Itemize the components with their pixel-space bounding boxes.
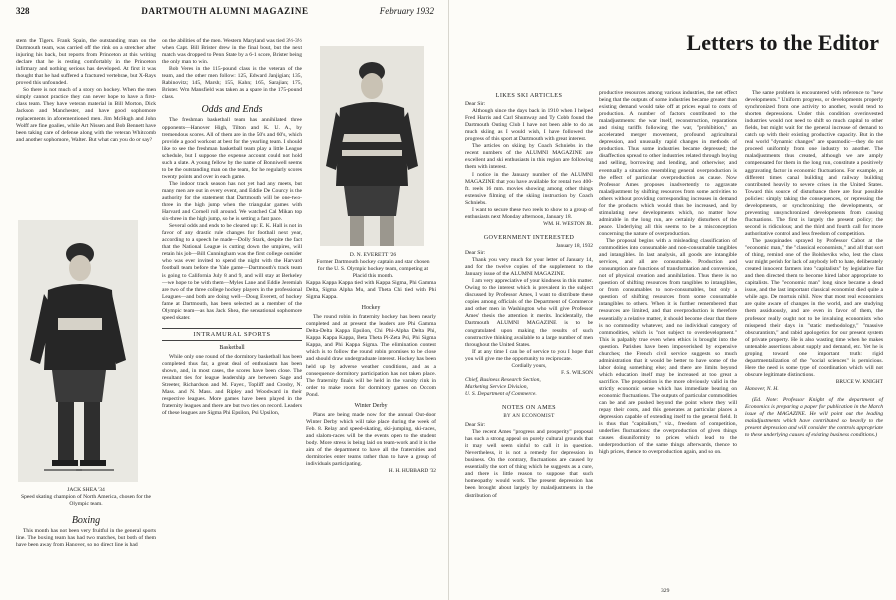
paragraph: on the abilities of the men. Western Maryland was tied 3½-3½ when Capt. Bill Brister drew in the final bout, but the next match was dropped to Penn State by a 6-1 score, Brister being the only man to win. xyxy=(162,38,302,66)
hockey-heading: Hockey xyxy=(361,305,381,312)
letters-column-2 xyxy=(599,90,737,584)
letters-column-3 xyxy=(745,90,883,596)
everett-caption xyxy=(316,252,430,280)
salutation: Dear Sir: xyxy=(465,101,486,108)
signer: BRUCE W. KNIGHT xyxy=(835,378,883,385)
signoff: H. H. HUBBARD '32 xyxy=(388,468,436,475)
caption-title: D. N. EVERETT '26 xyxy=(349,252,397,258)
paragraph: stem the Tigers. Frank Spain, the outstanding man on the Dartmouth team, was carried off the rink on a stretcher after injuring his back, but reports from Princeton at this writing declare that he is resting comfortably in the Princeton infirmary and nothing serious has developed. At first it was thought that he had suffered a fractured vertebrae, but X-Rays proved this unfounded. xyxy=(16,38,156,87)
right-page xyxy=(448,0,896,600)
paragraph: Several odds and ends to be cleared up: E. K. Hall is not in favor of any drastic rule changes for football next year, according to a speech he made—Dolly Stark, despite the fact that the National League is cutting down the umpires, will retain his job—Bill Cunningham was the first college outsider who was ever invited to spend the night with the Harvard football team before the Yale game—Dartmouth's track team is going to California July 8 and 9, and will stay at Berkeley—we hope to be with them—Myles Lane and Eddie Jeremiah are two of the three college hockey players in the professional Leagues—and both are doing well—Doug Everett, of hockey fame at Dartmouth, has been selected as a member of the Olympic team—as has Jack Shea, the sensational sophomore speed skater. xyxy=(162,223,302,321)
paragraph: Kappa Kappa Kappa tied with Kappa Sigma, Phi Gamma Delta, Sigma Alpha Mu, and Theta Chi tied with Phi Sigma Kappa. xyxy=(306,280,436,301)
signer-title-1: Chief, Business Research Section, xyxy=(465,376,541,383)
paragraph: The round robin in fraternity hockey has been nearly completed and at present the leaders are Phi Gamma Delta-Delta Kappa Epsilon, Chi Phi-Alpha Delta Phi, Kappa Kappa Kappa, Beta Theta Pi-Zeta Psi, Phi Sigma Kappa, and Phi Kappa Sigma. The elimination contest which is to follow the round robin promises to be close and should draw undergraduate interest. Hockey has been held up by adverse weather conditions, and as a consequence dormitory participation has not taken place. The fraternity finals will be held in the varsity rink in order to make room for dormitory games on Occom Pond. xyxy=(306,314,436,398)
paragraph: If at any time I can be of service to you I hope that you will give me the opportunity to reciprocate. xyxy=(465,348,593,362)
editors-note: (Ed. Note: Professor Knight of the department of Economics is preparing a paper for publication in the March issue of the MAGAZINE. He will point out the leading maladjustments which have contributed so heavily to the present depression and will consider the controls appropriate to these underlying causes of existing business conditions.) xyxy=(745,397,883,439)
paragraph: The freshman basketball team has annihilated three opponents—Hanover High, Tilton and K. U. A., by tremendous scores. All of them are in the 50's and 60's, which provide a good workout at best for the yearling team. I should like to see the freshman basketball team play a little League schedule, but I suppose the expense account could not hold such a slate. A young fellow by the name of Bonniwell seems to be the outstanding man on the team, for he regularly scores twenty points and over in each game. xyxy=(162,117,302,180)
column-3 xyxy=(306,280,436,598)
caption-text: Speed skating champion of North America, chosen for the Olympic team. xyxy=(20,494,152,507)
page-number: 329 xyxy=(661,588,670,594)
notes-heading: NOTES ON AMES xyxy=(501,403,557,411)
caption-text: Former Dartmouth hockey captain and star chosen for the U. S. Olympic hockey team, competing at Placid this month. xyxy=(316,259,430,279)
gov-heading: GOVERNMENT INTERESTED xyxy=(483,233,575,241)
paragraph: The proposal begins with a misleading classification of commodities into consumable and non-consumable tangibles and intangibles. In last analysis, all goods are intangible services, and all are consumable. Production and consumption are functions of transformation and conversion, not of physical creation and annihilation. Thus there is no question of shifting resources from tangibles to intangibles, or from consumables to non-consumables, but only a question of shifting resources from some consumable intangibles to others. When it is further remembered that resources are limited, and that overproduction is therefore essentially a relative matter, it should become clear that there is no commodity whatever, and no individual category of commodities, which is "not subject to overdevelopment." This is palpably true even when ethics is brought into the question. Parishes have been impoverished by expensive churches; the French civil service suggests so much administration that it would be better to have some of the labor doing something else; and there are limits beyond which education itself may be increased at too great a sacrifice. The proposition is the more obviously valid in the strictly economic sense which has immediate bearing on economic fluctuations. The outputs of particular commodities can be and are pushed beyond the point where they will repay their costs, and this generates at particular places a depression capable of extending itself to the general field. It is thus that "capitalism," viz., freedom of competition, underlies fluctuations: the overproduction of given things causes disuniformity to prices which lead to the underproduction of the same things afterwards, thence to high prices, thence to overproduction again, and so on. xyxy=(599,237,737,456)
hockey-player-illustration xyxy=(320,46,424,246)
boxing-section xyxy=(16,512,156,598)
signer-title-2: Marketing Service Division, xyxy=(465,383,528,390)
column-2 xyxy=(162,38,302,598)
paragraph: The articles on skiing by Coach Schniebs in the recent numbers of the ALUMNI MAGAZINE are excellent and ski enthusiasts in this region are following them with interest. xyxy=(465,143,593,171)
skater-illustration xyxy=(18,220,138,482)
boxing-heading: Boxing xyxy=(71,515,101,526)
location: Hanover, N. H. xyxy=(745,385,779,392)
signoff: WM. H. WESTON JR. xyxy=(543,220,593,227)
paragraph: The pasquinades sprayed by Professor Cabot at the "economic man," the "classical economists," and all that sort of thing, remind one of the Bolsheviks who, lest the class war might perish for lack of anybody left to hate, deliberately created innocent farmers into "capitalists" by legislative fiat and then directed them to become hired labor appropriate to capitalists. The "economic man" long since became a dead issue, and the last important classical economist died quite a while ago. De mortuis nihil. Now that most real economists are quite aware of changes in the world, and are studying them assiduously, and are even in favor of them, the professor really ought not to be invaluing economists who misspend their days in "static methodology," "massive obscurantism," and rabid apologetics for our present system of private property. He is also wasting time when he makes untenable assertions about supply and demand, etc. Yet he is groping toward one important truth: rigid departmentalization of the "social sciences" is pernicious. Here the need is some type of coordination which will not obscure legitimate distinctions. xyxy=(745,237,883,378)
paragraph: This month has not been very fruitful in the general sports line. The boxing team has had two matches, but both of them have been away from Hanover, so no direct line is had xyxy=(16,528,156,549)
paragraph: Thank you very much for your letter of January 14, and for the twelve copies of the supplement to the January issue of the ALUMNI MAGAZINE. xyxy=(465,257,593,278)
magazine-title: DARTMOUTH ALUMNI MAGAZINE xyxy=(141,6,309,16)
salutation: Dear Sir: xyxy=(465,249,486,256)
winter-derby-heading: Winter Derby xyxy=(354,402,388,409)
paragraph: Bob Veres in the 115-pound class is the veteran of the team, and the other men follow: 125, Edward Janjigian; 135, Rabinovitz; 145, Marsh; 155, Kahn; 165, Sarajian; 175, Brister. Wm Mansfield was taken as a spare in the 175-pound class. xyxy=(162,66,302,101)
ski-heading: LIKES SKI ARTICLES xyxy=(495,92,563,99)
basketball-heading: Basketball xyxy=(219,344,245,351)
paragraph: I want to secure these two reels to show to a group of enthusiasts next Monday afternoon, January 18. xyxy=(465,206,593,220)
running-header xyxy=(16,6,434,20)
letters-column-1 xyxy=(465,90,593,596)
paragraph: Plans are being made now for the annual Out-door Winter Derby which will take place during the week of Feb. 8. Relay and speed-skating, ski-jumping, ski-races, and slalom-races will be the events open to the student body. More stress is being laid on team-work and it is the aim of the department to have all the fraternities and dormitories enter teams rather than to have a group of individuals participating. xyxy=(306,411,436,468)
salutation: Dear Sir: xyxy=(465,422,486,429)
paragraph: The recent Ames "progress and prosperity" proposal has such a strong appeal on purely cultural grounds that it may well seem sinful to call it in question. Nevertheless, it is not a remedy for depression in business. On the contrary, fluctuations are caused by essentially the sort of thing which he suggests as a cure, and there is little reason to suppose that such homeopathy would work. The present depression has been brought about largely by maladjustments in the distribution of xyxy=(465,429,593,499)
issue-date: February 1932 xyxy=(379,6,434,16)
paragraph: The indoor track season has not yet had any meets, but many men are out in every event, and Eddie De Courcy is the authority for the statement that Dartmouth will be one-two-three in the high jump when the triangular games with Harvard and Cornell roll around. We watched Cal Mikan top six-three in the high jump, so he is setting a fast pace. xyxy=(162,180,302,223)
intramural-heading: INTRAMURAL SPORTS xyxy=(162,328,302,341)
letters-heading: Letters to the Editor xyxy=(686,30,879,55)
paragraph: I am very appreciative of your kindness in this matter. Owing to the interest which is prevalent in the subject discussed by Professor Ames, I want to distribute these copies among officials of the Department of Commerce and other men in Washington who will give Professor Ames' thesis the attention it merits. Incidentally, the Dartmouth ALUMNI MAGAZINE is to be congratulated upon making the results of such constructive thinking available to a large number of men throughout the United States. xyxy=(465,278,593,348)
paragraph: While only one round of the dormitory basketball has been completed thus far, a great deal of enthusiasm has been shown, and, in most cases, the scores have been close. The resultant ties for league leadership are between Sage and Streeter, Richardson and M. Fayer., Topliff and Crosby, N. Mass. and N. Mass. and Ripley and Woodward in their respective leagues. More games have been played in the fraternity leagues and there are but two ties on record. Leaders of these leagues are Sigma Phi Epsilon, Psi Upsilon, xyxy=(162,353,302,417)
paragraph: I notice in the January number of the ALUMNI MAGAZINE that you have available for rental two 400-ft. reels 16 mm. movies showing among other things extensive filming of the skiing instruction by Coach Schniebs. xyxy=(465,171,593,206)
signer: F. S. WILSON xyxy=(561,369,593,376)
shea-caption xyxy=(16,487,156,508)
page-number: 328 xyxy=(16,6,30,16)
closing: Cordially yours, xyxy=(511,362,547,369)
caption-title: JACK SHEA '34 xyxy=(67,487,105,493)
notes-byline: BY AN ECONOMIST xyxy=(503,414,555,420)
everett-photo xyxy=(320,46,424,246)
column-1-top xyxy=(16,38,156,143)
signer-title-3: U. S. Department of Commerce. xyxy=(465,390,537,397)
paragraph: Although since the days back in 1910 when I helped Fred Harris and Carl Shumway and Ty Cobb found the Dartmouth Outing Club I have not been able to do as much skiing as I would wish, I have followed the progress of this sport at Dartmouth with great interest. xyxy=(465,108,593,143)
letter-date: January 18, 1932 xyxy=(556,242,593,249)
paragraph: productive resources among various industries, the net effect being that the outputs of some industries became greater than existing demand would take off at prices equal to costs of production. A number of factors contributed to the maladjustments: the war itself, reconstruction, reparations and rising tariffs following the war, "prohibition," an accelerated merger movement, profound agricultural depression, and unusually rapid changes in methods of production. Thus some industries became depressed; the disaffection spread to other industries related through buying and selling, borrowing and lending, and otherwise; and eventually a situation resembling general overproduction is the effect of particular overproduction as cause. Now Professor Ames proposes inadvertently to aggravate maladjustment by shifting resources from some activities to others without providing corresponding increases in demand for the products which would thus be increased, and by stimulating new developments which, no matter how admirable in the long run, are certainly disturbers of the peace. Underlying all this seems to be a misconception concerning the nature of overproduction. xyxy=(599,90,737,237)
paragraph: So there is not much of a story on hockey. When the men simply cannot practice they can never hope to have a first-class team. They have veteran material in Bill Morton, Dick Jackson and Manchester, and have good sophomore replacements in aforementioned men. Jim McHugh and John Wolff are fine goalies, while Art Nissen and Bob Bennett have been taking care of defense along with the veteran Whitcomb and another sophomore, Walter. But what can you do or say? xyxy=(16,87,156,143)
odds-heading: Odds and Ends xyxy=(201,104,263,116)
jack-shea-photo xyxy=(18,220,138,482)
paragraph: The same problem is encountered with reference to "new developments." Uniform progress, or developments properly synchronized from one activity to another, would tend to shorten depressions. Under this condition overinvested industries would not need to shift so much capital to other fields, but might wait for the general increase of demand to catch up with their existing productive capacity. But in the real world "dynamic changes" are spasmodic—they do not proceed uniformly from one industry to another. The maladjustments thus created, although we are amply compensated for them in the long run, constitute a positively aggravating factor in economic fluctuations. For example, at different times canal building and railway building contributed heavily to severe crises in the United States. Toward this source of disturbance there are four possible policies: simply taking the consequences, or repressing the developments, or synchronizing the developments, or preventing unsynchronized developments from causing fluctuations. The first is largely the present policy; the second is ridiculous; and the third and fourth call for more authoritative control and less freedom of competition. xyxy=(745,90,883,237)
